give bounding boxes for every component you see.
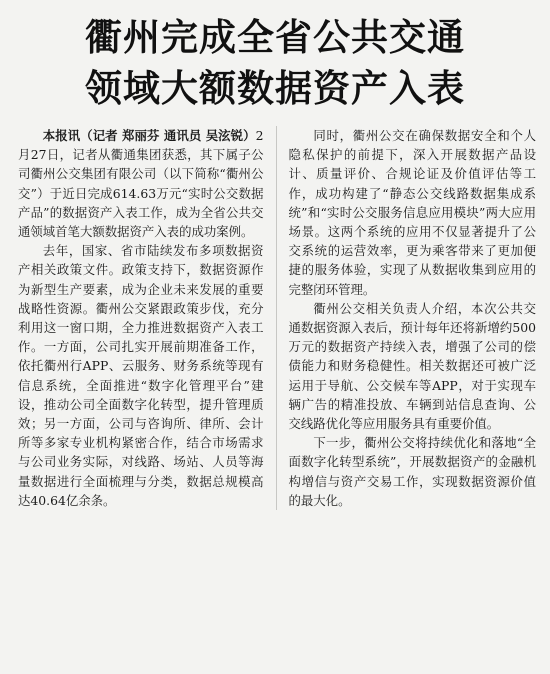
article-paragraph: 同时，衢州公交在确保数据安全和个人隐私保护的前提下，深入开展数据产品设计、质量评价、合规论证及价值评估等工作，成功构建了“静态公交线路数据集成系统”和“实时公交服务信息应用模块”两大应用场景。这两个系统的应用不仅显著提升了公交系统的运营效率，更为乘客带来了更加便捷的服务体验，实现了从数据收集到应用的完整闭环管理。 — [288, 128, 536, 297]
headline — [18, 14, 532, 114]
article-paragraph: 去年，国家、省市陆续发布多项数据资产相关政策文件。政策支持下，数据资源作为新型生产要素，成为企业未来发展的重要战略性资源。衢州公交紧跟政策步伐，充分利用这一窗口期，全力推进数据资产入表工作。一方面，公司扎实开展前期准备工作，依托衢州行APP、云服务、财务系统等现有信息系统，全面推进“数字化管理平台”建设，推动公司全面数字化转型，提升管理质效；另一方面，公司与咨询所、律所、会计所等多家专业机构紧密合作，结合市场需求与公司业务实际，对线路、场站、人员等海量数据进行全面梳理与分类，数据总规模高达40.64亿余条。 — [18, 243, 264, 508]
headline-line-2: 领域大额数据资产入表 — [85, 67, 465, 110]
article-paragraph: 衢州公交相关负责人介绍，本次公共交通数据资源入表后，预计每年还将新增约500万元的数据资产持续入表，增强了公司的偿债能力和财务稳健性。相关数据还可被广泛运用于导航、公交候车等APP，对于实现车辆广告的精准投放、车辆到站信息查询、公交线路优化等应用服务具有重要价值。 — [288, 300, 536, 432]
article-column-left — [18, 126, 276, 510]
article-paragraph: 下一步，衢州公交将持续优化和落地“全面数字化转型系统”，开展数据资产的金融机构增信与资产交易工作，实现数据资源价值的最大化。 — [288, 435, 536, 508]
byline: 本报讯（记者 郑丽芬 通讯员 吴泫锐） — [42, 128, 256, 143]
paragraph-text: 2月27日，记者从衢通集团获悉，其下属子公司衢州公交集团有限公司（以下简称“衢州公交”）于近日完成614.63万元“实时公交数据产品”的数据资产入表工作，成为全省公共交通领域首笔大额数据资产入表的成功案例。 — [18, 128, 264, 240]
article-column-right — [276, 126, 536, 510]
article-paragraph — [18, 126, 264, 241]
headline-line-1: 衢州完成全省公共交通 — [85, 16, 465, 59]
article-body — [18, 126, 536, 510]
